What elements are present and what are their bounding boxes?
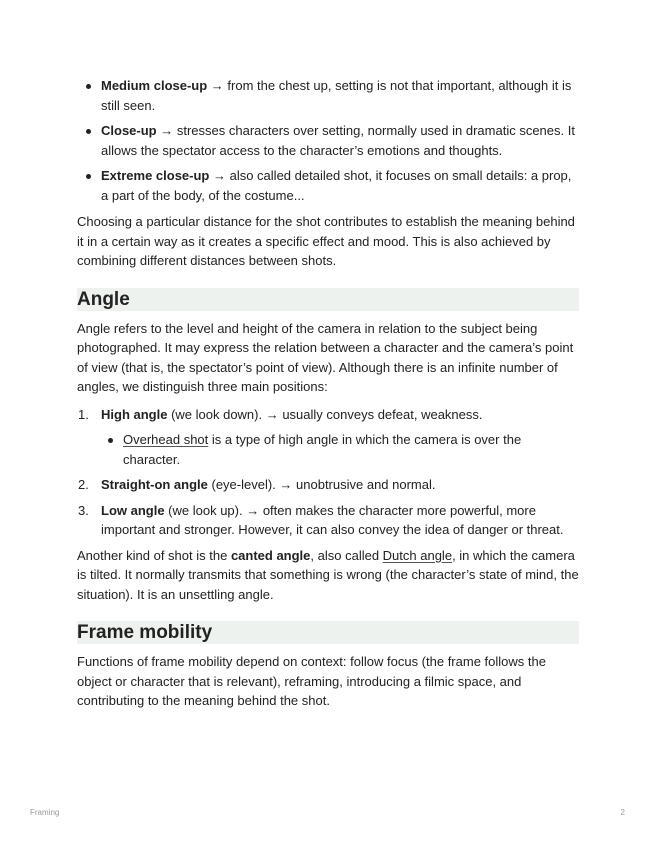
high-angle-sublist (101, 430, 579, 469)
canted-text-before: Another kind of shot is the (77, 547, 231, 563)
numbered-item-text: (we look up). → often makes the character more powerful, more important and stronger. However, it can also convey the idea of danger or threat. (101, 502, 564, 537)
numbered-item-term: High angle (101, 406, 168, 422)
overhead-shot-link[interactable]: Overhead shot (123, 432, 209, 447)
angle-heading: Angle (77, 288, 579, 311)
dutch-angle-link[interactable]: Dutch angle (382, 547, 453, 563)
numbered-item (78, 501, 579, 540)
page-number: 2 (620, 808, 625, 817)
canted-angle-paragraph (77, 546, 579, 605)
list-item (101, 121, 579, 160)
angle-list (77, 405, 579, 540)
angle-intro: Angle refers to the level and height of the camera in relation to the subject being photographed. It may express the relation between a character and the camera’s point of view (that is, the spectator’s point of view). Although there is an infinite number of angles, we distinguish three main positions: (77, 320, 574, 394)
frame-mobility-heading: Frame mobility (77, 621, 579, 644)
item-number: 2. (78, 477, 89, 492)
list-item-text: → stresses characters over setting, normally used in dramatic scenes. It allows the spectator access to the character’s emotions and thoughts. (101, 123, 575, 158)
list-item-text: → also called detailed shot, it focuses on small details: a prop, a part of the body, of the costume... (101, 168, 572, 203)
numbered-item-term: Low angle (101, 502, 165, 518)
distance-paragraph: Choosing a particular distance for the shot contributes to establish the meaning behind it in a certain way as it creates a specific effect and mood. This is also achieved by combining different distances between shots. (77, 214, 575, 268)
list-item-text: → from the chest up, setting is not that important, although it is still seen. (101, 78, 572, 113)
sub-list-item (123, 430, 579, 469)
numbered-item-term: Straight-on angle (101, 477, 208, 492)
sub-list-item-text: is a type of high angle in which the camera is over the character. (123, 432, 522, 467)
list-item-term: Extreme close-up (101, 168, 210, 183)
canted-text-middle: , also called (310, 547, 383, 563)
numbered-item-text: (eye-level). → unobtrusive and normal. (207, 477, 436, 492)
numbered-item-text: (we look down). → usually conveys defeat, weakness. (167, 406, 483, 422)
list-item-term: Close-up (101, 123, 157, 138)
shot-distance-list (77, 76, 579, 205)
list-item (101, 76, 579, 115)
canted-text-after: , in which the camera is tilted. It normally transmits that something is wrong (the character’s state of mind, the situation). It is an unsettling angle. (77, 547, 579, 602)
numbered-item (78, 405, 579, 470)
frame-mobility-paragraph: Functions of frame mobility depend on context: follow focus (the frame follows the object or character that is relevant), reframing, introducing a filmic space, and contributing to the meaning behind the shot. (77, 654, 546, 708)
list-item (101, 166, 579, 205)
document-page (77, 0, 579, 711)
item-number: 1. (78, 406, 89, 422)
numbered-item (78, 475, 579, 495)
item-number: 3. (78, 502, 89, 518)
canted-angle-term: canted angle (230, 547, 311, 563)
footer-label: Framing (30, 808, 60, 817)
list-item-term: Medium close-up (101, 78, 208, 93)
